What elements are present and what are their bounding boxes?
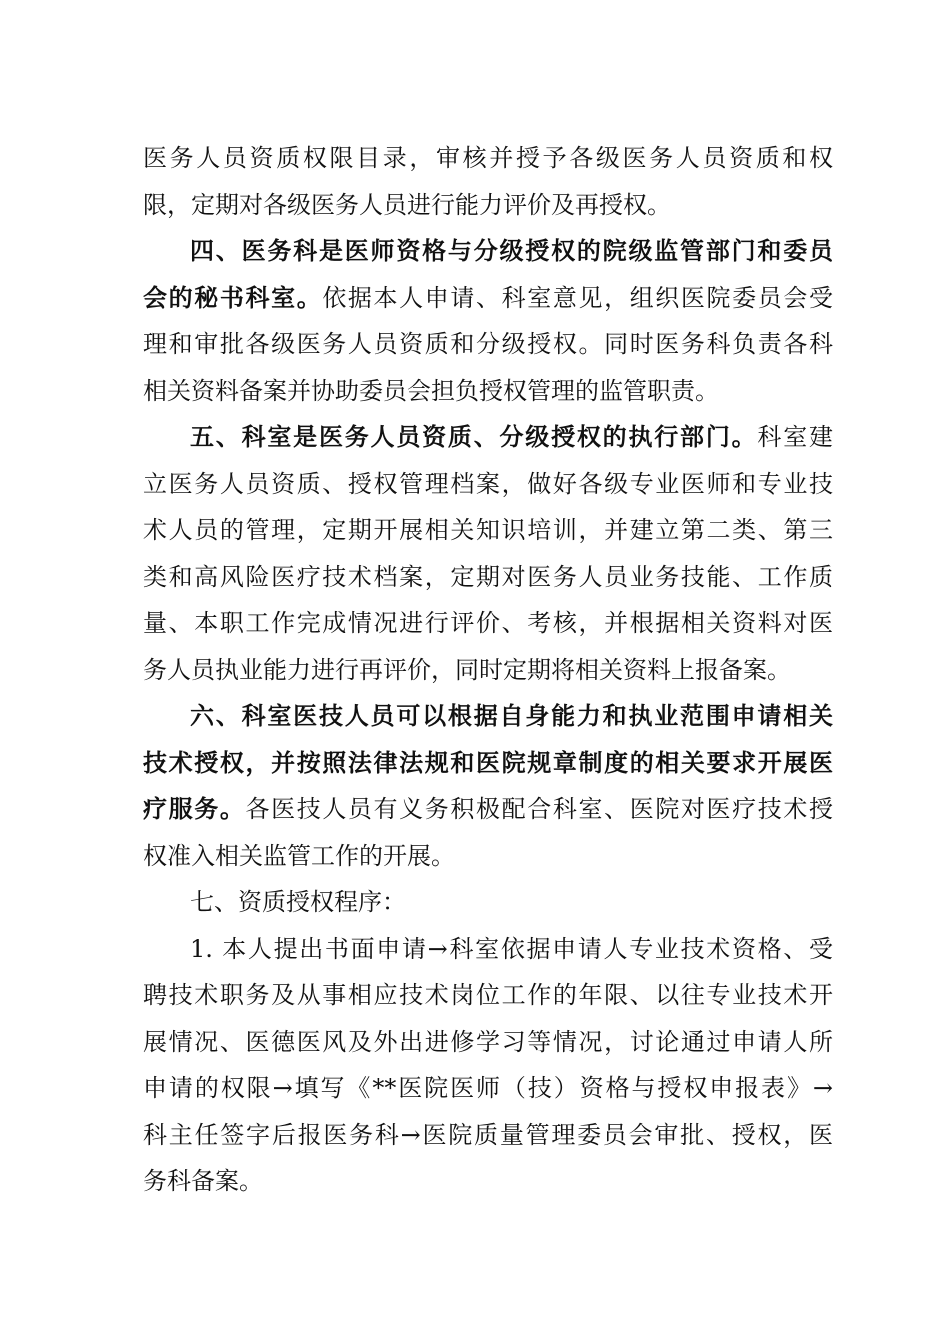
text-run: 科室建 (757, 423, 833, 451)
text-line (143, 841, 833, 871)
text-run: 聘技术职务及从事相应技术岗位工作的年限、以往专业技术开 (143, 981, 833, 1009)
text-line (143, 562, 833, 592)
text-run: 务人员执业能力进行再评价，同时定期将相关资料上报备案。 (143, 656, 791, 684)
text-run: 展情况、医德医风及外出进修学习等情况，讨论通过申请人所 (143, 1028, 833, 1056)
section-heading: 技术授权，并按照法律法规和医院规章制度的相关要求开展医 (143, 749, 833, 777)
text-run: 医务人员资质权限目录，审核并授予各级医务人员资质和权 (143, 144, 833, 172)
text-line (143, 980, 833, 1010)
text-line (190, 934, 833, 964)
text-line (143, 329, 833, 359)
text-line (143, 1073, 833, 1103)
text-run: 科主任签字后报医务科→医院质量管理委员会审批、授权，医 (143, 1121, 833, 1149)
text-run: 相关资料备案并协助委员会担负授权管理的监管职责。 (143, 377, 719, 405)
text-run: 依据本人申请、科室意见，组织医院委员会受 (322, 284, 833, 312)
text-line (143, 283, 833, 313)
section-heading-line (190, 887, 833, 917)
text-run: 类和高风险医疗技术档案，定期对医务人员业务技能、工作质 (143, 563, 833, 591)
text-line (143, 1120, 833, 1150)
text-line (143, 190, 833, 220)
section-heading-line (190, 422, 833, 452)
text-run: 1. 本人提出书面申请→科室依据申请人专业技术资格、受 (190, 935, 833, 963)
text-run: 申请的权限→填写《**医院医师（技）资格与授权申报表》→ (143, 1074, 833, 1102)
text-run: 权准入相关监管工作的开展。 (143, 842, 455, 870)
text-line (143, 1027, 833, 1057)
text-run: 限，定期对各级医务人员进行能力评价及再授权。 (143, 191, 671, 219)
text-line (143, 748, 833, 778)
section-heading: 疗服务。 (143, 795, 246, 823)
section-heading-line (190, 701, 833, 731)
text-run: 立医务人员资质、授权管理档案，做好各级专业医师和专业技 (143, 470, 833, 498)
text-line (143, 794, 833, 824)
section-heading: 四、医务科是医师资格与分级授权的院级监管部门和委员 (190, 237, 833, 265)
text-run: 量、本职工作完成情况进行评价、考核，并根据相关资料对医 (143, 609, 833, 637)
section-heading: 六、科室医技人员可以根据自身能力和执业范围申请相关 (190, 702, 833, 730)
text-line (143, 655, 833, 685)
text-run: 理和审批各级医务人员资质和分级授权。同时医务科负责各科 (143, 330, 833, 358)
text-line (143, 376, 833, 406)
section-heading: 会的秘书科室。 (143, 284, 323, 312)
text-run: 务科备案。 (143, 1167, 263, 1195)
section-heading-line (190, 236, 833, 266)
text-run: 各医技人员有义务积极配合科室、医院对医疗技术授 (245, 795, 833, 823)
text-line (143, 1166, 833, 1196)
section-heading: 七、资质授权程序： (190, 888, 406, 916)
text-line (143, 469, 833, 499)
text-run: 术人员的管理，定期开展相关知识培训，并建立第二类、第三 (143, 516, 833, 544)
section-heading: 五、科室是医务人员资质、分级授权的执行部门。 (190, 423, 758, 451)
text-line (143, 143, 833, 173)
text-line (143, 515, 833, 545)
text-line (143, 608, 833, 638)
